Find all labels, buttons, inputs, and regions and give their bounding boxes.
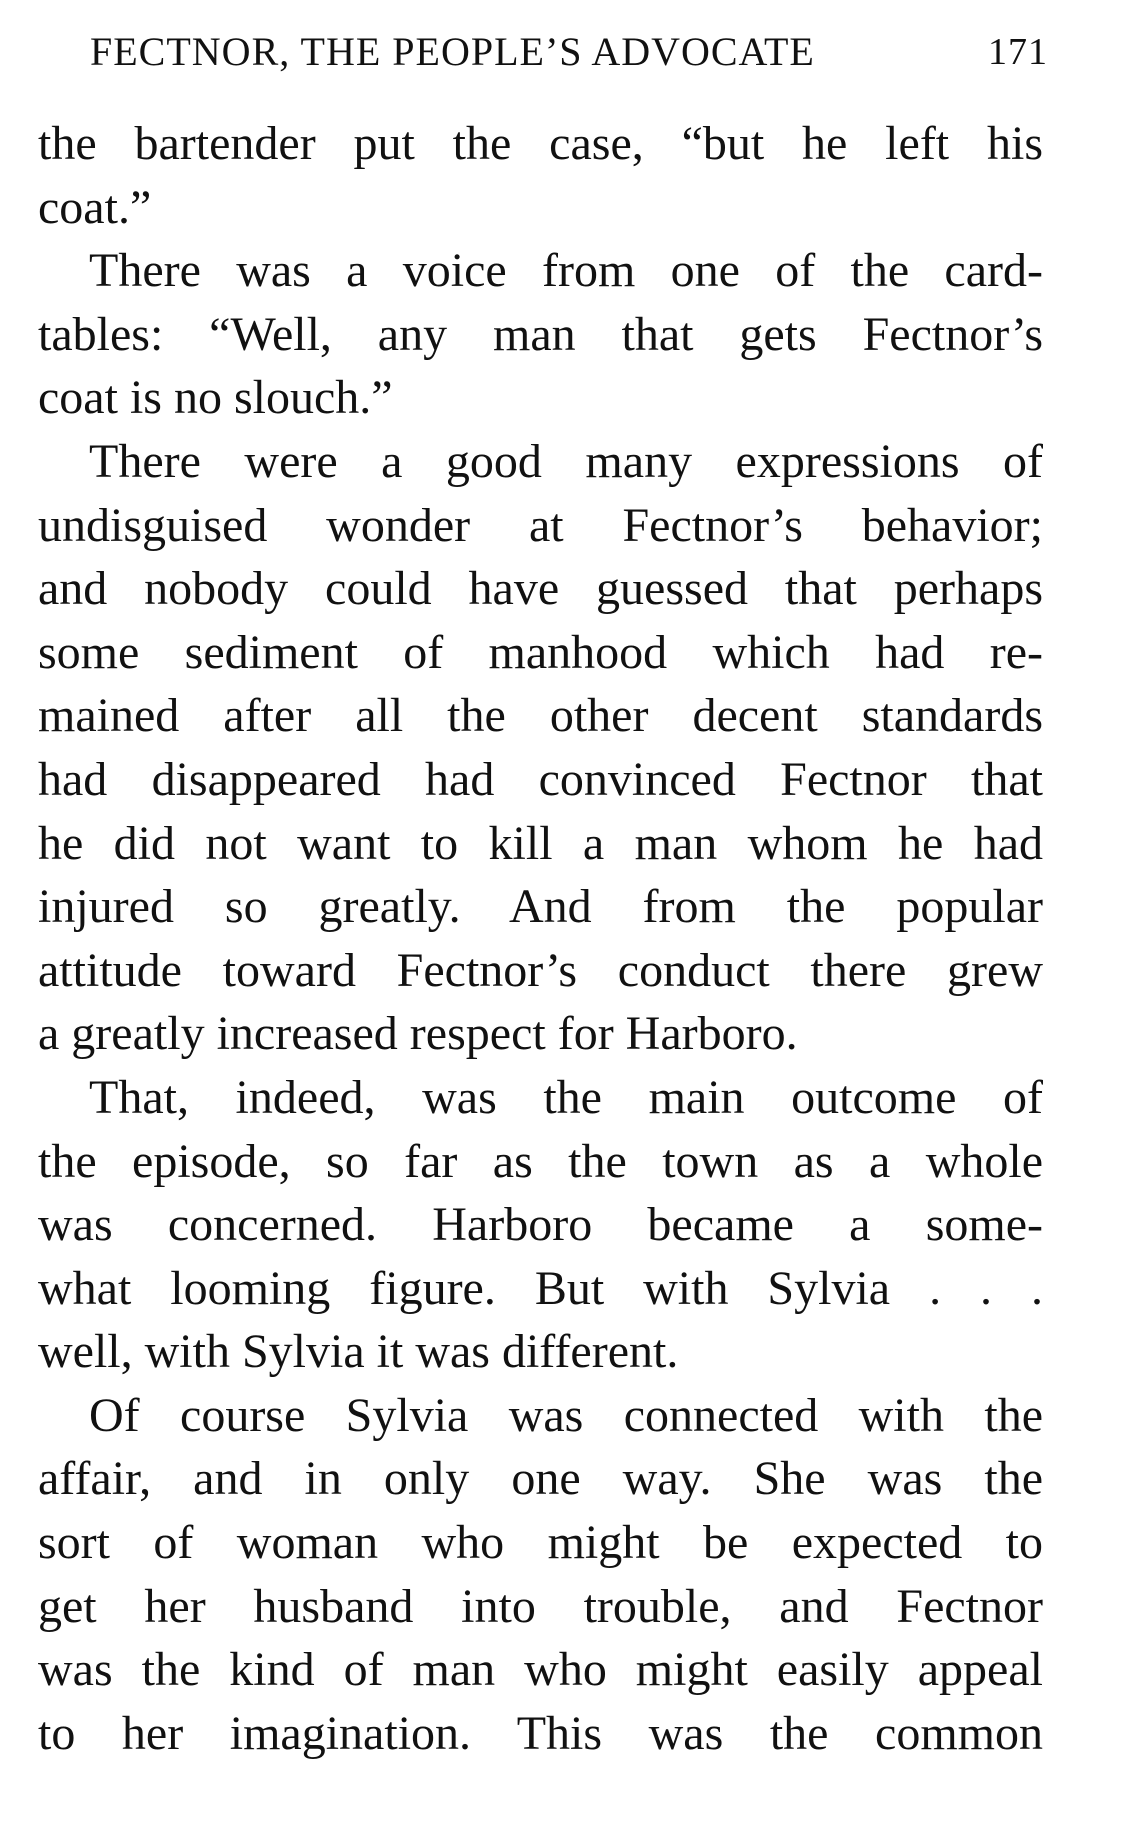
text-line: the bartender put the case, “but he left his bbox=[38, 117, 1043, 170]
text-line: Of course Sylvia was connected with the bbox=[89, 1388, 1043, 1442]
page-number: 171 bbox=[988, 31, 1048, 73]
text-line: There were a good many expressions of bbox=[89, 434, 1043, 488]
text-line: and nobody could have guessed that perhaps bbox=[38, 562, 1043, 616]
text-line: sort of woman who might be expected to bbox=[38, 1516, 1043, 1570]
text-line: get her husband into trouble, and Fectnor bbox=[38, 1579, 1043, 1633]
text-line: some sediment of manhood which had re- bbox=[38, 625, 1043, 679]
text-line: was the kind of man who might easily appeal bbox=[38, 1643, 1043, 1697]
text-line: had disappeared had convinced Fectnor that bbox=[38, 752, 1043, 806]
text-line: he did not want to kill a man whom he had bbox=[38, 816, 1043, 870]
text-line: coat.” bbox=[38, 180, 152, 234]
text-line: undisguised wonder at Fectnor’s behavior; bbox=[38, 498, 1043, 552]
text-line: well, with Sylvia it was different. bbox=[38, 1325, 679, 1379]
body-text bbox=[38, 112, 1043, 1765]
text-line: injured so greatly. And from the popular bbox=[38, 880, 1043, 934]
text-line: was concerned. Harboro became a some- bbox=[38, 1198, 1043, 1252]
text-line: There was a voice from one of the card- bbox=[89, 244, 1043, 298]
text-line: That, indeed, was the main outcome of bbox=[89, 1070, 1043, 1124]
text-line: attitude toward Fectnor’s conduct there grew bbox=[38, 943, 1043, 997]
text-line: tables: “Well, any man that gets Fectnor’s bbox=[38, 307, 1043, 361]
text-line: what looming figure. But with Sylvia . . . bbox=[38, 1261, 1043, 1315]
text-line: the episode, so far as the town as a whole bbox=[38, 1134, 1043, 1188]
text-line: coat is no slouch.” bbox=[38, 371, 393, 425]
text-line: affair, and in only one way. She was the bbox=[38, 1452, 1043, 1506]
running-title: FECTNOR, THE PEOPLE’S ADVOCATE bbox=[90, 29, 815, 74]
text-line: to her imagination. This was the common bbox=[38, 1706, 1043, 1760]
text-line: mained after all the other decent standards bbox=[38, 689, 1043, 743]
text-line: a greatly increased respect for Harboro. bbox=[38, 1007, 798, 1061]
